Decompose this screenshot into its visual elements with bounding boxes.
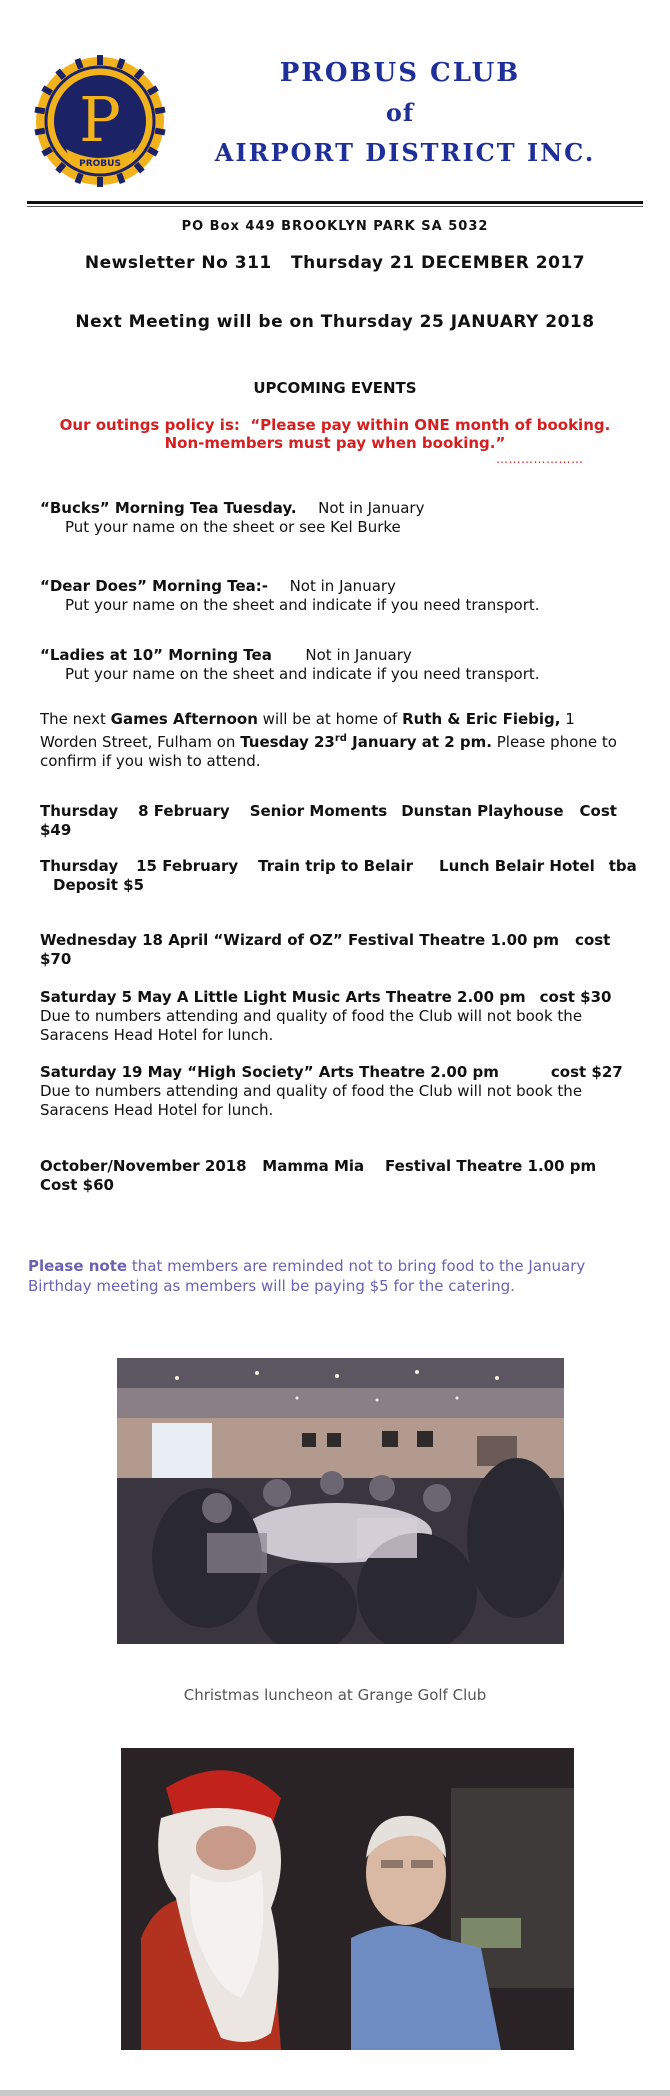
ladies-when: Not in January [305,646,412,664]
event-light-music [40,988,640,1045]
event-deposit: Deposit $5 [53,876,145,894]
event-note: Due to numbers attending and quality of food the Club will not book the Saracens Head Hotel for lunch. [40,1082,583,1119]
dear-does-title: “Dear Does” Morning Tea:- [40,577,269,595]
next-meeting: Next Meeting will be on Thursday 25 JANUARY 2018 [75,312,595,332]
games-afternoon [40,710,630,771]
games-text: will be at home of [257,710,403,728]
event-day: Thursday [40,802,119,820]
dear-does-when: Not in January [289,577,396,595]
outings-policy-line2: Non-members must pay when booking.” [164,434,506,452]
games-time: January at 2 pm. [346,733,492,751]
note-text: that members are reminded not to bring food to the January Birthday meeting as members will be paying $5 for the catering. [28,1257,586,1295]
policy-dots: ………………… [496,452,584,466]
event-cost: cost $30 [539,988,612,1006]
luncheon-photo [117,1358,564,1644]
svg-text:PROBUS: PROBUS [79,159,121,169]
dear-does-morning-tea [40,577,640,615]
ladies-title: “Ladies at 10” Morning Tea [40,646,272,664]
event-date: 8 February [138,802,230,820]
bucks-when: Not in January [318,499,425,517]
event-mamma-mia [40,1157,640,1195]
santa-photo [121,1748,574,2050]
event-title: Saturday 5 May A Little Light Music Arts Theatre 2.00 pm [40,988,526,1006]
event-train-trip [40,857,640,895]
games-text: The next [40,710,111,728]
event-title: Wednesday 18 April “Wizard of OZ” Festival Theatre 1.00 pm [40,931,560,949]
event-date: 15 February [136,857,239,875]
event-high-society [40,1063,640,1120]
games-title: Games Afternoon [110,710,258,728]
club-title-of: of [385,98,415,127]
probus-logo [33,54,167,188]
event-senior-moments [40,802,640,840]
svg-text:P: P [79,83,121,156]
event-wizard-of-oz [40,931,640,969]
event-day: Thursday [40,857,119,875]
outings-policy-line1: Our outings policy is: “Please pay within ONE month of booking. [59,416,611,434]
bucks-title: “Bucks” Morning Tea Tuesday. [40,499,297,517]
games-text: 1 Worden Street, Fulham on [40,710,575,751]
po-box-address: PO Box 449 BROOKLYN PARK SA 5032 [181,219,489,234]
page-bottom-bar [0,2090,670,2096]
club-title: PROBUS CLUB [279,58,521,88]
event-name: Senior Moments [249,802,388,820]
bucks-detail: Put your name on the sheet or see Kel Burke [65,518,401,536]
event-cost: Cost $60 [40,1176,114,1194]
ladies-detail: Put your name on the sheet and indicate if you need transport. [65,665,540,683]
event-title: October/November 2018 Mamma Mia Festival Theatre 1.00 pm [40,1157,597,1175]
games-text: Please phone to confirm if you wish to attend. [40,733,617,770]
event-venue: Lunch Belair Hotel [439,857,595,875]
event-venue: Dunstan Playhouse [401,802,564,820]
newsletter-issue: Newsletter No 311 Thursday 21 DECEMBER 2017 [84,253,586,273]
event-cost: cost $70 [40,931,611,968]
upcoming-events-heading: UPCOMING EVENTS [253,379,417,397]
event-cost: tba [608,857,637,875]
dear-does-detail: Put your name on the sheet and indicate if you need transport. [65,596,540,614]
event-note: Due to numbers attending and quality of food the Club will not book the Saracens Head Hotel for lunch. [40,1007,583,1044]
note-label: Please note [28,1257,128,1275]
games-date: Tuesday 23 [240,733,335,751]
ladies-morning-tea [40,646,640,684]
event-title: Saturday 19 May “High Society” Arts Theatre 2.00 pm [40,1063,499,1081]
bucks-morning-tea [40,499,640,537]
luncheon-caption: Christmas luncheon at Grange Golf Club [183,1686,487,1704]
games-hosts: Ruth & Eric Fiebig, [402,710,561,728]
club-district-title: AIRPORT DISTRICT INC. [214,138,596,167]
header-rule [27,201,643,204]
please-note [28,1256,648,1296]
event-cost: Cost $49 [40,802,617,839]
event-name: Train trip to Belair [258,857,414,875]
games-date-suffix: rd [334,733,347,744]
header-rule-thin [27,206,643,207]
event-cost: cost $27 [550,1063,623,1081]
